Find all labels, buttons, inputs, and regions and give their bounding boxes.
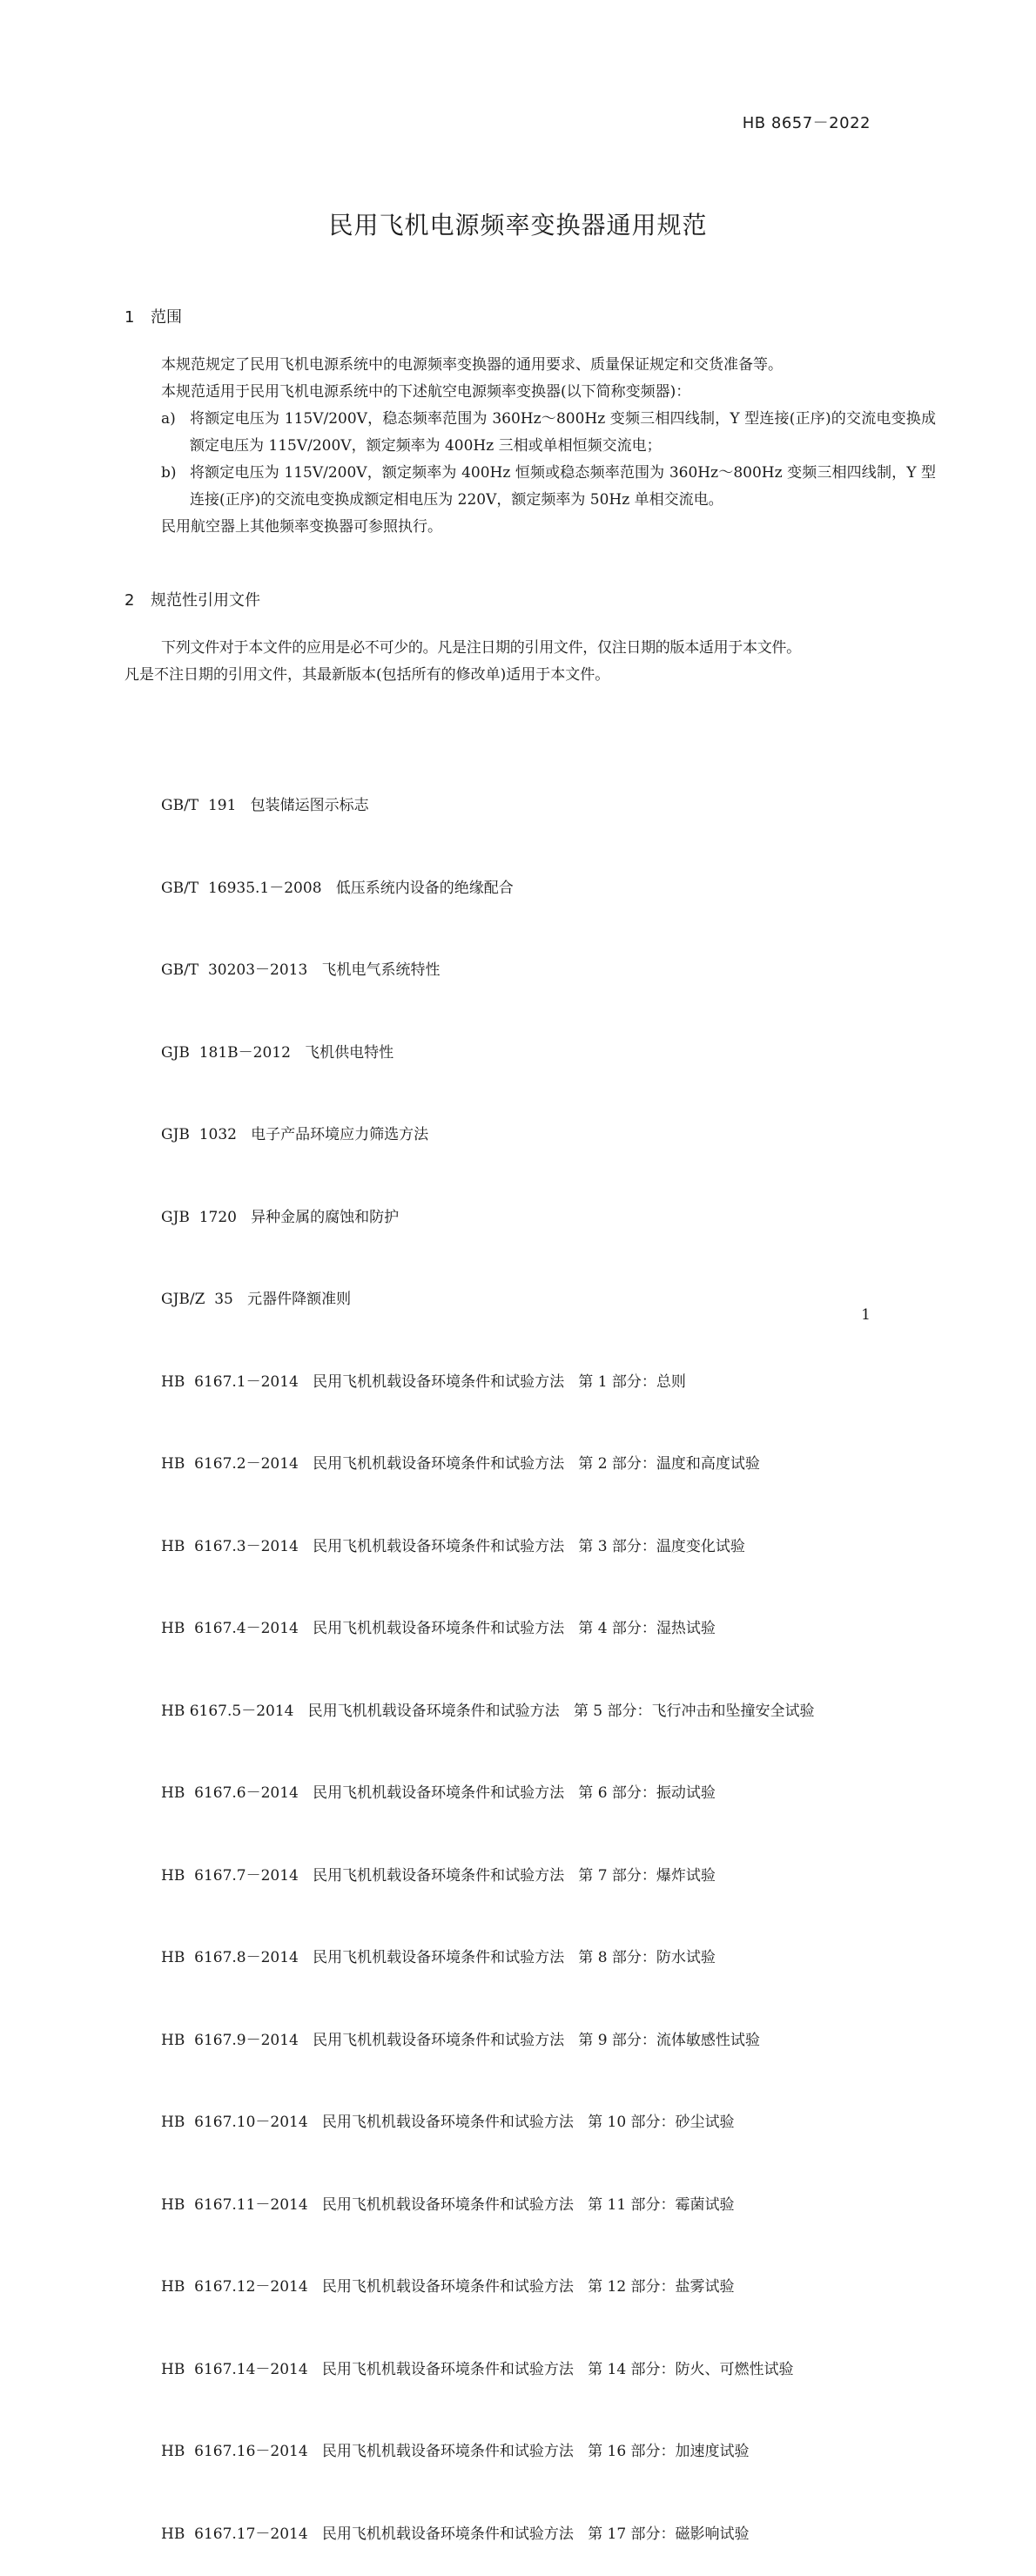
scope-paragraph-3: 民用航空器上其他频率变换器可参照执行。 — [161, 518, 442, 536]
reference-item: GB/T 191 包装储运图示标志 — [161, 797, 369, 814]
reference-item: HB 6167.10－2014 民用飞机机载设备环境条件和试验方法 第 10 部分：砂尘试验 — [161, 2114, 735, 2131]
section-2-title: 规范性引用文件 — [151, 591, 260, 610]
reference-item: HB 6167.4－2014 民用飞机机载设备环境条件和试验方法 第 4 部分：湿热试验 — [161, 1620, 716, 1637]
reference-list — [161, 738, 815, 2576]
scope-item-b-mark: b) — [161, 464, 177, 482]
references-intro-line-2: 凡是不注日期的引用文件，其最新版本(包括所有的修改单)适用于本文件。 — [124, 666, 610, 684]
reference-item: HB 6167.6－2014 民用飞机机载设备环境条件和试验方法 第 6 部分：振动试验 — [161, 1784, 716, 1802]
reference-item: HB 6167.17－2014 民用飞机机载设备环境条件和试验方法 第 17 部分：磁影响试验 — [161, 2525, 750, 2543]
scope-item-a — [124, 406, 936, 460]
page-number: 1 — [861, 1306, 871, 1324]
reference-item: HB 6167.3－2014 民用飞机机载设备环境条件和试验方法 第 3 部分：温度变化试验 — [161, 1537, 745, 1555]
scope-item-a-mark: a) — [161, 410, 176, 428]
section-2-intro — [124, 635, 936, 689]
reference-item: GJB 181B－2012 飞机供电特性 — [161, 1043, 394, 1062]
section-1-body — [124, 352, 936, 541]
section-2-heading — [124, 588, 260, 610]
section-1-number: 1 — [124, 308, 135, 327]
document-title: 民用飞机电源频率变换器通用规范 — [328, 211, 708, 239]
reference-item: HB 6167.11－2014 民用飞机机载设备环境条件和试验方法 第 11 部分：霉菌试验 — [161, 2195, 735, 2214]
reference-item: HB 6167.12－2014 民用飞机机载设备环境条件和试验方法 第 12 部分：盐雾试验 — [161, 2278, 735, 2296]
reference-item: HB 6167.7－2014 民用飞机机载设备环境条件和试验方法 第 7 部分：爆炸试验 — [161, 1866, 716, 1885]
section-1-heading — [124, 305, 182, 327]
reference-item: HB 6167.8－2014 民用飞机机载设备环境条件和试验方法 第 8 部分：防水试验 — [161, 1949, 716, 1966]
reference-item: HB 6167.2－2014 民用飞机机载设备环境条件和试验方法 第 2 部分：温度和高度试验 — [161, 1455, 760, 1473]
section-2-number: 2 — [124, 591, 135, 610]
reference-item: GJB 1032 电子产品环境应力筛选方法 — [161, 1126, 429, 1143]
scope-item-a-text: 将额定电压为 115V/200V，稳态频率范围为 360Hz～800Hz 变频三相四线制，Y 型连接(正序)的交流电变换成额定电压为 115V/200V，额定频率为 400Hz 三相或单相恒频交流电； — [190, 410, 936, 455]
scope-item-b — [124, 460, 936, 514]
reference-item: GJB/Z 35 元器件降额准则 — [161, 1291, 352, 1308]
reference-item: HB 6167.5－2014 民用飞机机载设备环境条件和试验方法 第 5 部分：飞行冲击和坠撞安全试验 — [161, 1702, 815, 1720]
reference-item: GB/T 16935.1－2008 低压系统内设备的绝缘配合 — [161, 879, 514, 897]
reference-item: GB/T 30203－2013 飞机电气系统特性 — [161, 961, 441, 979]
scope-item-b-text: 将额定电压为 115V/200V，额定频率为 400Hz 恒频或稳态频率范围为 360Hz～800Hz 变频三相四线制，Y 型连接(正序)的交流电变换成额定相电压为 220V，额定频率为 50Hz 单相交流电。 — [190, 464, 936, 509]
reference-item: HB 6167.14－2014 民用飞机机载设备环境条件和试验方法 第 14 部分：防火、可燃性试验 — [161, 2360, 794, 2378]
reference-item: HB 6167.9－2014 民用飞机机载设备环境条件和试验方法 第 9 部分：流体敏感性试验 — [161, 2031, 760, 2049]
scope-paragraph-1: 本规范规定了民用飞机电源系统中的电源频率变换器的通用要求、质量保证规定和交货准备等。 — [161, 356, 783, 374]
section-1-title: 范围 — [151, 308, 182, 327]
scope-paragraph-2: 本规范适用于民用飞机电源系统中的下述航空电源频率变换器(以下简称变频器)： — [161, 383, 691, 401]
reference-item: GJB 1720 异种金属的腐蚀和防护 — [161, 1208, 400, 1226]
reference-item: HB 6167.16－2014 民用飞机机载设备环境条件和试验方法 第 16 部分：加速度试验 — [161, 2443, 750, 2460]
reference-item: HB 6167.1－2014 民用飞机机载设备环境条件和试验方法 第 1 部分：总则 — [161, 1372, 686, 1391]
references-intro-line-1: 下列文件对于本文件的应用是必不可少的。凡是注日期的引用文件，仅注日期的版本适用于本文件。 — [161, 639, 801, 657]
standard-code: HB 8657－2022 — [742, 114, 871, 132]
